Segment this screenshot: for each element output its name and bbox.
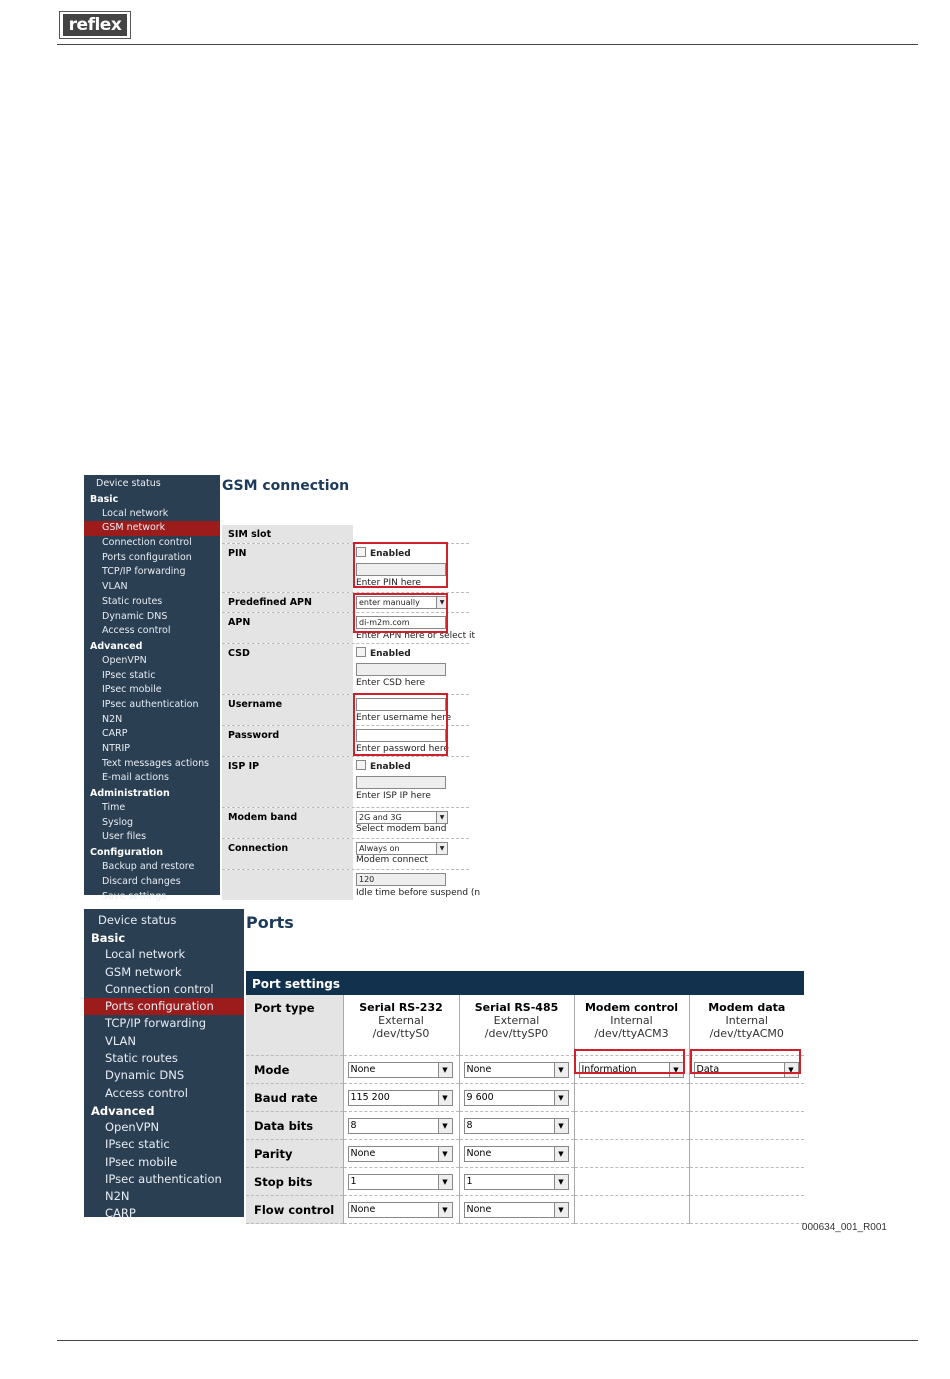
sidebar-item-text-messages-actions[interactable]: Text messages actions <box>102 757 210 769</box>
sidebar-item-n2n[interactable]: N2N <box>102 713 123 725</box>
column-dev: /dev/ttyACM0 <box>709 1027 784 1040</box>
sidebar-item-dynamic-dns[interactable]: Dynamic DNS <box>105 1068 185 1083</box>
mode-select[interactable]: None ▼ <box>348 1062 453 1078</box>
column-header <box>574 995 689 1056</box>
column-header <box>689 995 804 1056</box>
figure-reference: 000634_001_R001 <box>801 1222 887 1233</box>
apn-hint: Enter APN here or select it <box>356 631 476 641</box>
sidebar-item-static-routes[interactable]: Static routes <box>102 595 163 607</box>
mode-select[interactable]: None ▼ <box>464 1062 569 1078</box>
highlight-credentials <box>353 693 448 756</box>
column-name: Modem control <box>584 1001 679 1014</box>
isp-ip-enabled-label: Enabled <box>370 762 411 772</box>
row-label: Mode <box>246 1056 343 1084</box>
sidebar-item-ports-configuration[interactable]: Ports configuration <box>84 998 244 1015</box>
row-label: Parity <box>246 1140 343 1168</box>
table-cell <box>459 1140 574 1168</box>
sidebar-item-static-routes[interactable]: Static routes <box>105 1051 178 1066</box>
username-label: Username <box>228 699 283 710</box>
table-row <box>246 1168 804 1196</box>
row-modem-band <box>222 808 469 839</box>
sidebar-nav <box>84 909 244 1221</box>
table-row <box>246 1112 804 1140</box>
table-row <box>246 1140 804 1168</box>
pin-hint: Enter PIN here <box>356 578 421 588</box>
dropdown-arrow-icon[interactable]: ▼ <box>554 1203 568 1217</box>
column-header <box>343 995 459 1056</box>
column-name: Serial RS-232 <box>359 1001 443 1014</box>
sidebar-item-ipsec-authentication[interactable]: IPsec authentication <box>102 698 199 710</box>
dropdown-arrow-icon[interactable]: ▼ <box>438 1063 452 1077</box>
sidebar-item-local-network[interactable]: Local network <box>105 947 186 962</box>
sidebar-item-openvpn[interactable]: OpenVPN <box>102 654 147 666</box>
sidebar-item-device-status[interactable]: Device status <box>98 913 177 927</box>
sim-slot-label: SIM slot <box>228 529 272 540</box>
csd-label: CSD <box>228 648 250 659</box>
sidebar-item-save-settings[interactable]: Save settings <box>102 890 167 902</box>
data-bits-select[interactable]: 8 ▼ <box>464 1118 569 1134</box>
table-cell <box>574 1084 689 1112</box>
sidebar-item-device-status[interactable]: Device status <box>96 478 161 489</box>
table-cell <box>574 1112 689 1140</box>
isp-ip-label: ISP IP <box>228 761 260 772</box>
table-cell <box>343 1056 459 1084</box>
table-cell <box>689 1140 804 1168</box>
connection-hint: Modem connect <box>356 855 429 865</box>
sidebar-item-connection-control[interactable]: Connection control <box>102 537 192 549</box>
sidebar-item-tcp-ip-forwarding[interactable]: TCP/IP forwarding <box>105 1016 207 1031</box>
sidebar-nav <box>84 475 220 902</box>
connection-label: Connection <box>228 843 289 854</box>
table-row <box>246 1084 804 1112</box>
table-cell <box>689 1196 804 1224</box>
table-cell <box>689 1084 804 1112</box>
column-kind: External <box>493 1014 540 1027</box>
stop-bits-select[interactable]: 1 ▼ <box>464 1174 569 1190</box>
sidebar-item-local-network[interactable]: Local network <box>102 507 169 519</box>
modem-band-label: Modem band <box>228 812 298 823</box>
dropdown-arrow-icon[interactable]: ▼ <box>554 1175 568 1189</box>
row-label: Data bits <box>246 1112 343 1140</box>
sidebar-item-access-control[interactable]: Access control <box>105 1085 188 1100</box>
header-rule <box>57 44 918 45</box>
modem-band-select[interactable]: 2G and 3G ▼ <box>356 811 448 824</box>
isp-ip-input[interactable] <box>356 776 446 789</box>
dropdown-arrow-icon[interactable]: ▼ <box>554 1147 568 1161</box>
sidebar-item-ipsec-static[interactable]: IPsec static <box>105 1137 170 1152</box>
table-cell <box>574 1196 689 1224</box>
csd-enabled-checkbox[interactable] <box>356 647 366 657</box>
sidebar-item-backup-and-restore[interactable]: Backup and restore <box>102 861 195 873</box>
row-label: Flow control <box>246 1196 343 1224</box>
table-cell <box>689 1112 804 1140</box>
sidebar-item-user-files[interactable]: User files <box>102 831 147 843</box>
table-row <box>246 1196 804 1224</box>
sidebar-item-ports-configuration[interactable]: Ports configuration <box>102 551 192 563</box>
sidebar-item-syslog[interactable]: Syslog <box>102 816 134 828</box>
column-dev: /dev/ttyACM3 <box>594 1027 669 1040</box>
sidebar-group-advanced: Advanced <box>90 640 143 652</box>
table-cell <box>459 1168 574 1196</box>
highlight-modem-data-mode <box>690 1049 801 1074</box>
sidebar-item-dynamic-dns[interactable]: Dynamic DNS <box>102 610 168 622</box>
predefined-apn-label: Predefined APN <box>228 597 312 608</box>
column-dev: /dev/ttyS0 <box>372 1027 430 1040</box>
gsm-connection-screenshot <box>84 475 481 902</box>
sidebar-group-administration: Administration <box>90 788 170 800</box>
row-connection <box>222 839 469 870</box>
column-kind: External <box>378 1014 424 1027</box>
dropdown-arrow-icon[interactable]: ▼ <box>438 1175 452 1189</box>
sidebar-item-gsm-network[interactable]: GSM network <box>105 964 182 979</box>
baud-rate-select[interactable]: 9 600 ▼ <box>464 1090 569 1106</box>
sidebar-item-time[interactable]: Time <box>102 802 126 814</box>
ports-screenshot <box>84 909 805 1221</box>
table-cell <box>459 1196 574 1224</box>
dropdown-arrow-icon[interactable]: ▼ <box>438 1147 452 1161</box>
row-label: Stop bits <box>246 1168 343 1196</box>
isp-ip-hint: Enter ISP IP here <box>356 791 431 801</box>
dropdown-arrow-icon[interactable]: ▼ <box>436 843 447 854</box>
sidebar-group-basic: Basic <box>90 493 119 505</box>
footer-rule <box>57 1340 918 1341</box>
table-cell <box>574 1168 689 1196</box>
connection-select[interactable]: Always on ▼ <box>356 842 448 855</box>
port-settings-table <box>246 995 804 1224</box>
dropdown-arrow-icon[interactable]: ▼ <box>436 597 447 608</box>
column-name: Modem data <box>708 1001 786 1014</box>
idle-time-input[interactable]: 120 <box>356 873 446 886</box>
dropdown-arrow-icon[interactable]: ▼ <box>554 1063 568 1077</box>
table-cell <box>459 1056 574 1084</box>
page-title: GSM connection <box>222 478 350 494</box>
sidebar-item-ipsec-authentication[interactable]: IPsec authentication <box>105 1171 222 1186</box>
table-cell <box>343 1112 459 1140</box>
column-kind: Internal <box>725 1014 768 1027</box>
dropdown-arrow-icon[interactable]: ▼ <box>436 812 447 823</box>
idle-time-hint: Idle time before suspend (n <box>356 888 481 898</box>
sidebar-item-openvpn[interactable]: OpenVPN <box>105 1119 160 1134</box>
table-cell <box>343 1140 459 1168</box>
sidebar-item-ipsec-mobile[interactable]: IPsec mobile <box>102 684 162 696</box>
sidebar-item-n2n[interactable]: N2N <box>105 1189 130 1204</box>
column-dev: /dev/ttySP0 <box>484 1027 549 1040</box>
dropdown-arrow-icon[interactable]: ▼ <box>438 1091 452 1105</box>
logo-text: reflex <box>63 14 127 36</box>
sidebar-item-carp[interactable]: CARP <box>105 1206 136 1221</box>
row-idle-time <box>222 870 481 900</box>
csd-enabled-label: Enabled <box>370 649 411 659</box>
sidebar-item-vlan[interactable]: VLAN <box>105 1033 137 1048</box>
apn-input[interactable]: di-m2m.com <box>356 616 446 629</box>
table-cell <box>689 1168 804 1196</box>
pin-label: PIN <box>228 548 247 559</box>
table-cell <box>459 1112 574 1140</box>
sidebar-item-gsm-network[interactable]: GSM network <box>84 521 220 536</box>
sidebar-group-configuration: Configuration <box>90 847 164 859</box>
isp-ip-enabled-checkbox[interactable] <box>356 760 366 770</box>
table-cell <box>459 1084 574 1112</box>
dropdown-arrow-icon[interactable]: ▼ <box>438 1203 452 1217</box>
sidebar-item-vlan[interactable]: VLAN <box>102 581 128 593</box>
flow-control-select[interactable]: None ▼ <box>348 1202 453 1218</box>
sidebar-item-ntrip[interactable]: NTRIP <box>102 743 131 754</box>
sidebar-item-tcp-ip-forwarding[interactable]: TCP/IP forwarding <box>102 566 186 578</box>
table-cell <box>343 1084 459 1112</box>
apn-label: APN <box>228 617 251 628</box>
password-hint: Enter password here <box>356 744 449 754</box>
column-name: Serial RS-485 <box>474 1001 559 1014</box>
predefined-apn-select[interactable]: enter manually ▼ <box>356 596 448 609</box>
sidebar-item-access-control[interactable]: Access control <box>102 625 171 637</box>
pin-enabled-label: Enabled <box>370 549 411 559</box>
sidebar-group-advanced: Advanced <box>91 1103 155 1118</box>
username-hint: Enter username here <box>356 713 452 723</box>
highlight-apn <box>353 593 448 633</box>
sidebar-item-discard-changes[interactable]: Discard changes <box>102 875 181 887</box>
mode-select[interactable]: Data ▼ <box>694 1062 799 1078</box>
baud-rate-select[interactable]: 115 200 ▼ <box>348 1090 453 1106</box>
row-label: Baud rate <box>246 1084 343 1112</box>
modem-band-hint: Select modem band <box>356 824 447 834</box>
dropdown-arrow-icon[interactable]: ▼ <box>554 1091 568 1105</box>
table-header-row <box>246 995 804 1056</box>
csd-hint: Enter CSD here <box>356 678 426 688</box>
column-header <box>459 995 574 1056</box>
reflex-logo <box>59 11 131 39</box>
port-type-label: Port type <box>246 995 343 1056</box>
sidebar-item-ipsec-mobile[interactable]: IPsec mobile <box>105 1154 178 1169</box>
sidebar-item-e-mail-actions[interactable]: E-mail actions <box>102 772 169 784</box>
sidebar-group-basic: Basic <box>91 931 126 946</box>
dropdown-arrow-icon[interactable]: ▼ <box>784 1063 798 1077</box>
mode-select[interactable]: Information ▼ <box>579 1062 684 1078</box>
port-settings-header: Port settings <box>246 971 804 995</box>
parity-select[interactable]: None ▼ <box>464 1146 569 1162</box>
row-csd <box>222 644 469 695</box>
column-kind: Internal <box>610 1014 653 1027</box>
dropdown-arrow-icon[interactable]: ▼ <box>438 1119 452 1133</box>
highlight-modem-control-mode <box>574 1049 685 1074</box>
parity-select[interactable]: None ▼ <box>348 1146 453 1162</box>
password-label: Password <box>228 730 280 741</box>
page-title: Ports <box>246 913 294 932</box>
stop-bits-select[interactable]: 1 ▼ <box>348 1174 453 1190</box>
table-cell <box>574 1140 689 1168</box>
row-isp-ip <box>222 757 469 808</box>
sidebar-item-ipsec-static[interactable]: IPsec static <box>102 669 156 681</box>
csd-input[interactable] <box>356 663 446 676</box>
data-bits-select[interactable]: 8 ▼ <box>348 1118 453 1134</box>
highlight-pin <box>353 542 448 588</box>
sidebar-item-connection-control[interactable]: Connection control <box>105 981 214 996</box>
sidebar-item-carp[interactable]: CARP <box>102 728 128 740</box>
dropdown-arrow-icon[interactable]: ▼ <box>554 1119 568 1133</box>
dropdown-arrow-icon[interactable]: ▼ <box>669 1063 683 1077</box>
flow-control-select[interactable]: None ▼ <box>464 1202 569 1218</box>
table-cell <box>343 1196 459 1224</box>
table-cell <box>343 1168 459 1196</box>
